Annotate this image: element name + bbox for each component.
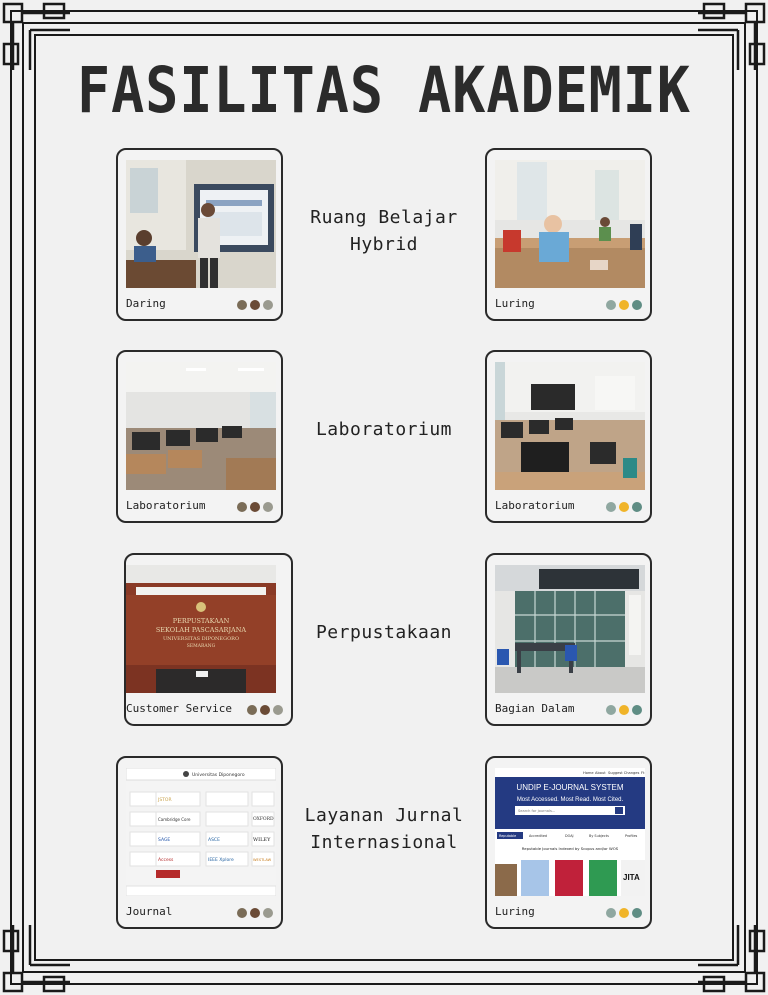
library-sign-text-3: UNIVERSITAS DIPONEGORO (162, 636, 240, 642)
decorative-dots (237, 908, 273, 918)
section-label-laboratorium: Laboratorium (315, 419, 453, 440)
logo-westlaw: WESTLAW (253, 858, 272, 862)
decorative-dots (237, 300, 273, 310)
ejournal-tab-reputable: Reputable (499, 834, 517, 838)
photo-caption: Journal (126, 905, 173, 918)
photo-card-bagian-dalam (485, 553, 652, 726)
ejournal-nav-home: Home (583, 771, 594, 775)
section-label-jurnal: Layanan Jurnal Internasional (304, 805, 464, 853)
photo-card-ejournal (485, 756, 652, 929)
photo-caption: Customer Service (126, 702, 232, 715)
logo-asce: ASCE (208, 838, 220, 843)
ejournal-tab-profiles: Profiles (625, 834, 638, 838)
photo-caption: Luring (495, 297, 535, 310)
photo-card-laboratorium-left (116, 350, 283, 523)
page-title: FASILITAS AKADEMIK (76, 53, 692, 127)
photo-caption: Laboratorium (495, 499, 575, 512)
decorative-dots (606, 300, 642, 310)
ejournal-tab-subjects: By Subjects (589, 834, 609, 838)
journal-header-text: Universitas Diponegoro (192, 773, 245, 778)
photo-card-luring (485, 148, 652, 321)
logo-cambridge: Cambridge Core (158, 817, 191, 822)
corner-ornament-bottom-left (0, 925, 70, 995)
library-sign-photo (126, 565, 276, 693)
logo-sage: SAGE (158, 838, 171, 843)
decorative-dots (606, 502, 642, 512)
photo-card-journal (116, 756, 283, 929)
photo-card-customer-service (124, 553, 293, 726)
journal-databases-screenshot (126, 768, 276, 896)
decorative-dots (247, 705, 283, 715)
photo-card-laboratorium-right (485, 350, 652, 523)
computer-lab-photo (126, 362, 276, 490)
photo-caption: Laboratorium (126, 499, 206, 512)
corner-ornament-bottom-right (698, 925, 768, 995)
photo-caption: Luring (495, 905, 535, 918)
ejournal-website-screenshot (495, 768, 645, 896)
ejournal-subtitle: Reputable Journals Indexed by Scopus and/or WOS (521, 846, 619, 851)
logo-oxford: OXFORD (253, 817, 274, 822)
decorative-dots (606, 705, 642, 715)
decorative-dots (237, 502, 273, 512)
logo-access: Access (158, 858, 174, 863)
ejournal-nav-suggest: Suggest Changes (608, 771, 640, 775)
photo-caption: Daring (126, 297, 166, 310)
library-interior-photo (495, 565, 645, 693)
ejournal-tab-doaj: DOAJ (565, 834, 574, 838)
ejournal-tagline: Most Accessed. Most Read. Most Cited. (516, 797, 624, 803)
library-sign-text-4: SEMARANG (186, 644, 216, 649)
logo-ieee: IEEE Xplore (208, 858, 234, 863)
ejournal-nav-about: About (595, 771, 606, 775)
logo-jstor: JSTOR (158, 798, 172, 803)
ejournal-search-text: Search for journals... (518, 809, 556, 813)
decorative-dots (606, 908, 642, 918)
ejournal-tab-accredited: Accredited (529, 834, 548, 838)
library-sign-text-1: PERPUSTAKAAN (172, 617, 230, 625)
ejournal-nav-more: Ft (641, 771, 645, 775)
section-label-hybrid: Ruang Belajar Hybrid (310, 207, 458, 255)
photo-caption: Bagian Dalam (495, 702, 575, 715)
section-label-perpustakaan: Perpustakaan (315, 622, 453, 643)
library-sign-text-2: SEKOLAH PASCASARJANA (155, 626, 247, 634)
computer-lab-monitors-photo (495, 362, 645, 490)
ejournal-title: UNDIP E-JOURNAL SYSTEM (516, 783, 624, 792)
classroom-students-photo (495, 160, 645, 288)
classroom-presentation-photo (126, 160, 276, 288)
ejournal-cover-text: JITA (623, 873, 640, 882)
photo-card-daring (116, 148, 283, 321)
logo-wiley: WILEY (253, 837, 271, 843)
